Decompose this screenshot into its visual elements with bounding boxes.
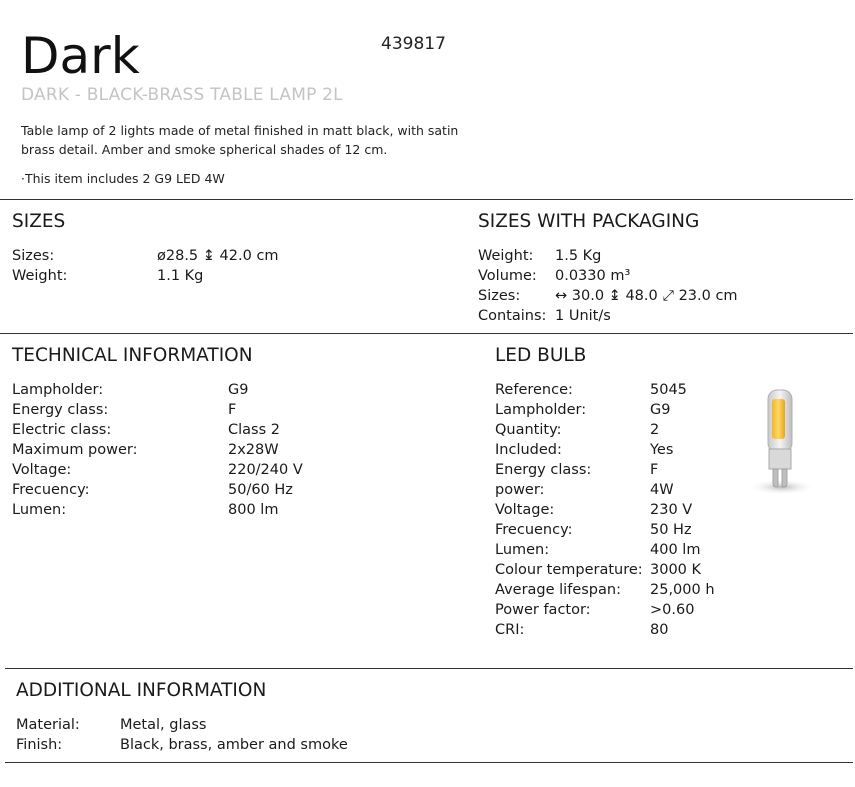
row-label: Voltage: bbox=[12, 462, 72, 478]
packaging-width: 30.0 bbox=[571, 288, 605, 304]
packaging-contains-label: Contains: bbox=[478, 308, 547, 324]
row-value: 25,000 h bbox=[650, 582, 715, 598]
packaging-sizes-label: Sizes: bbox=[478, 288, 521, 304]
row-label: Material: bbox=[16, 717, 80, 733]
sizes-label: Sizes: bbox=[12, 248, 55, 264]
width-arrow-icon: ↔ bbox=[555, 288, 568, 304]
row-value: 50/60 Hz bbox=[228, 482, 293, 498]
row-label: Lampholder: bbox=[12, 382, 104, 398]
technical-section-title: TECHNICAL INFORMATION bbox=[12, 345, 253, 366]
row-label: Frecuency: bbox=[495, 522, 573, 538]
divider bbox=[0, 199, 853, 200]
row-value: 80 bbox=[650, 622, 669, 638]
height-arrow-icon: ↨ bbox=[608, 288, 621, 304]
row-label: Average lifespan: bbox=[495, 582, 621, 598]
row-label: Lampholder: bbox=[495, 402, 587, 418]
product-subtitle: DARK - BLACK-BRASS TABLE LAMP 2L bbox=[21, 85, 343, 105]
row-value: Yes bbox=[650, 442, 674, 458]
row-value: 5045 bbox=[650, 382, 687, 398]
row-label: power: bbox=[495, 482, 545, 498]
row-label: Lumen: bbox=[495, 542, 550, 558]
height-value: 42.0 cm bbox=[219, 248, 279, 264]
row-label: Reference: bbox=[495, 382, 573, 398]
packaging-contains-value: 1 Unit/s bbox=[555, 308, 611, 324]
row-label: Power factor: bbox=[495, 602, 591, 618]
row-value: G9 bbox=[228, 382, 249, 398]
packaging-volume-value: 0.0330 m³ bbox=[555, 268, 631, 284]
product-title: Dark bbox=[21, 27, 140, 85]
row-value: 800 lm bbox=[228, 502, 279, 518]
row-label: Energy class: bbox=[495, 462, 592, 478]
packaging-height: 48.0 bbox=[625, 288, 658, 304]
product-reference: 439817 bbox=[381, 34, 446, 54]
led-bulb-section-title: LED BULB bbox=[495, 345, 587, 366]
packaging-section-title: SIZES WITH PACKAGING bbox=[478, 211, 700, 232]
sizes-value bbox=[157, 246, 279, 266]
row-value: 230 V bbox=[650, 502, 693, 518]
height-arrow-icon: ↨ bbox=[202, 248, 215, 264]
row-label: CRI: bbox=[495, 622, 525, 638]
row-label: Frecuency: bbox=[12, 482, 90, 498]
row-label: Voltage: bbox=[495, 502, 555, 518]
row-value: Metal, glass bbox=[120, 717, 207, 733]
row-value: 2 bbox=[650, 422, 660, 438]
packaging-volume-label: Volume: bbox=[478, 268, 537, 284]
sizes-section-title: SIZES bbox=[12, 211, 66, 232]
row-label: Electric class: bbox=[12, 422, 112, 438]
row-label: Quantity: bbox=[495, 422, 562, 438]
divider bbox=[0, 333, 853, 334]
row-label: Included: bbox=[495, 442, 562, 458]
row-value: 220/240 V bbox=[228, 462, 303, 478]
depth-arrow-icon: ⤢ bbox=[662, 288, 674, 304]
product-description: Table lamp of 2 lights made of metal finished in matt black, with satin brass detail. Amber and smoke spherical shades of 12 cm. bbox=[21, 123, 459, 157]
row-label: Colour temperature: bbox=[495, 562, 643, 578]
g9-led-bulb-icon bbox=[744, 383, 820, 507]
divider bbox=[5, 762, 853, 763]
row-value: 50 Hz bbox=[650, 522, 692, 538]
row-value: 400 lm bbox=[650, 542, 701, 558]
additional-section-title: ADDITIONAL INFORMATION bbox=[16, 680, 267, 701]
packaging-sizes-value bbox=[555, 286, 738, 306]
row-value: >0.60 bbox=[650, 602, 695, 618]
row-value: 4W bbox=[650, 482, 674, 498]
row-value: Class 2 bbox=[228, 422, 280, 438]
row-label: Finish: bbox=[16, 737, 63, 753]
row-label: Energy class: bbox=[12, 402, 109, 418]
row-value: Black, brass, amber and smoke bbox=[120, 737, 348, 753]
row-value: 2x28W bbox=[228, 442, 279, 458]
divider bbox=[5, 668, 853, 669]
product-note: ·This item includes 2 G9 LED 4W bbox=[21, 171, 225, 186]
packaging-weight-value: 1.5 Kg bbox=[555, 248, 602, 264]
row-value: F bbox=[650, 462, 659, 478]
row-value: F bbox=[228, 402, 237, 418]
row-label: Lumen: bbox=[12, 502, 67, 518]
packaging-depth: 23.0 cm bbox=[678, 288, 738, 304]
row-label: Maximum power: bbox=[12, 442, 138, 458]
diameter-value: ø28.5 bbox=[157, 248, 199, 264]
row-value: 3000 K bbox=[650, 562, 702, 578]
row-value: G9 bbox=[650, 402, 671, 418]
packaging-weight-label: Weight: bbox=[478, 248, 534, 264]
weight-label: Weight: bbox=[12, 268, 68, 284]
weight-value: 1.1 Kg bbox=[157, 268, 204, 284]
